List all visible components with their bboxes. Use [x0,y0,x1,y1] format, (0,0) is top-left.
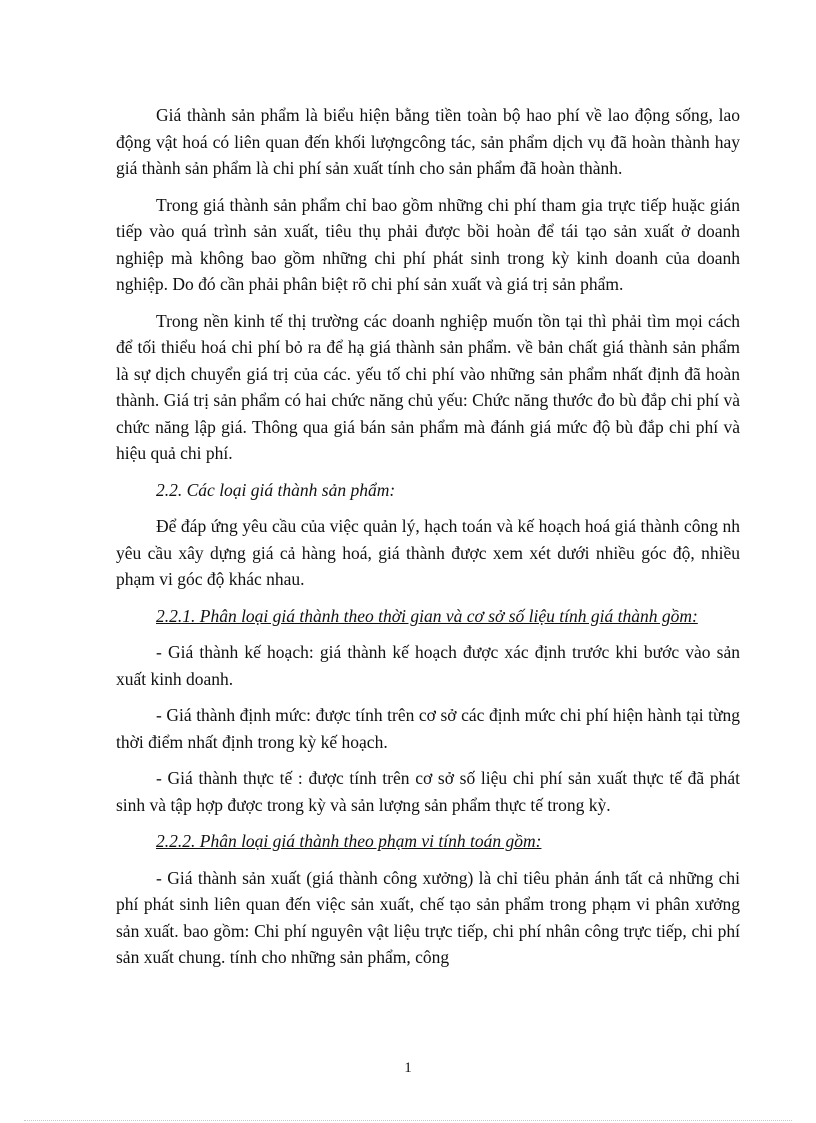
paragraph-scope: Trong giá thành sản phẩm chỉ bao gồm những chi phí tham gia trực tiếp huặc gián tiếp vào quá trình sản xuất, tiêu thụ phải được bồi hoàn để tái tạo sản xuất ở doanh nghiệp mà không bao gồm những chi phí phát sinh trong kỳ kinh doanh của doanh nghiệp. Do đó cần phải phân biệt rõ chi phí sản xuất và giá trị sản phẩm. [116,194,740,294]
page-bottom-divider [24,1120,792,1121]
heading-2-2-1: 2.2.1. Phân loại giá thành theo thời gian và cơ sở số liệu tính giá thành gồm: [156,605,698,626]
paragraph-requirements: Để đáp ứng yêu cầu của việc quản lý, hạch toán và kế hoạch hoá giá thành công nh yêu cầu xây dựng giá cả hàng hoá, giá thành được xem xét dưới nhiều góc độ, nhiều phạm vi góc độ khác nhau. [116,516,740,589]
paragraph-market: Trong nền kinh tế thị trường các doanh nghiệp muốn tồn tại thì phải tìm mọi cách để tối thiểu hoá chi phí bỏ ra để hạ giá thành sản phẩm. về bản chất giá thành sản phẩm là sự dịch chuyển giá trị của các. yếu tố chi phí vào những sản phẩm nhất định đã hoàn thành. Giá trị sản phẩm có hai chức năng chủ yếu: Chức năng thước đo bù đắp chi phí và chức năng lập giá. Thông qua giá bán sản phẩm mà đánh giá mức độ bù đắp chi phí và hiệu quả chi phí. [116,310,740,463]
list-item-production-cost: - Giá thành sản xuất (giá thành công xưởng) là chỉ tiêu phản ánh tất cả những chi phí phát sinh liên quan đến việc sản xuất, chế tạo sản phẩm trong phạm vi phân xưởng sản xuất. bao gồm: Chi phí nguyên vật liệu trực tiếp, chi phí nhân công trực tiếp, chi phí sản xuất chung. tính cho những sản phẩm, công [116,867,740,967]
paragraph-definition: Giá thành sản phẩm là biểu hiện bằng tiền toàn bộ hao phí về lao động sống, lao động vật hoá có liên quan đến khối lượngcông tác, sản phẩm dịch vụ đã hoàn thành hay giá thành sản phẩm là chi phí sản xuất tính cho sản phẩm đã hoàn thành. [116,105,740,178]
list-item-actual-cost: - Giá thành thực tế : được tính trên cơ sở số liệu chi phí sản xuất thực tế đã phát sinh và tập hợp được trong kỳ và sản lượng sản phẩm thực tế trong kỳ. [116,768,740,815]
heading-2-2-2: 2.2.2. Phân loại giá thành theo phạm vi tính toán gồm: [156,831,542,851]
list-item-planned-cost: - Giá thành kế hoạch: giá thành kế hoạch được xác định trước khi bước vào sản xuất kinh doanh. [116,642,740,689]
page-number: 1 [404,1060,412,1076]
list-item-norm-cost: - Giá thành định mức: được tính trên cơ sở các định mức chi phí hiện hành tại từng thời điểm nhất định trong kỳ kế hoạch. [116,705,740,752]
document-body [116,102,740,981]
heading-2-2: 2.2. Các loại giá thành sản phẩm: [156,479,396,500]
